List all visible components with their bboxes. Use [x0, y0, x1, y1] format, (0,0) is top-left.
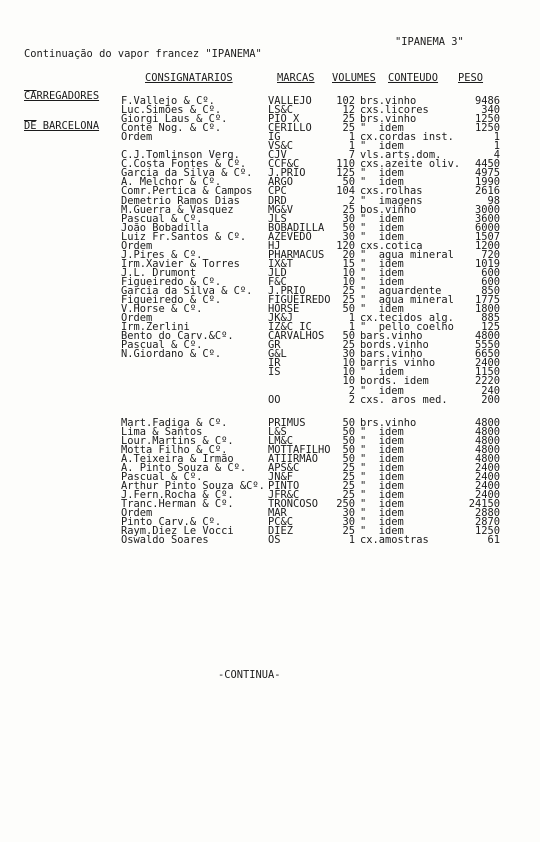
cell-peso: 4450	[474, 158, 500, 171]
cell-conteudo: " idem	[360, 275, 404, 288]
column-carregadores-line2: DE BARCELONA	[24, 120, 100, 132]
cell-conteudo: bords. idem	[360, 375, 429, 388]
cell-marca: VALLEJO	[268, 95, 312, 107]
cell-volumes: 25	[342, 479, 355, 492]
cell-marca: VS&C	[268, 140, 294, 153]
cell-conteudo: bars.vinho	[360, 348, 423, 361]
cell-conteudo: " idem	[360, 461, 404, 474]
cell-conteudo: brs.vinho	[360, 416, 417, 429]
cell-conteudo: cx.amostras	[360, 534, 429, 547]
cell-marca: IS	[268, 366, 281, 379]
cell-consignatario: Comr.Pertica & Campos	[121, 185, 253, 198]
cell-marca: APS&C	[268, 461, 300, 474]
cell-consignatario: Figueiredo & Cº.	[121, 275, 222, 288]
cell-conteudo: " agua mineral	[360, 294, 454, 307]
cell-conteudo: " idem	[360, 479, 404, 492]
cell-marca: G&L	[268, 348, 287, 361]
cell-marca: JN&F	[268, 470, 294, 483]
cell-conteudo: " idem	[360, 488, 404, 501]
cell-marca: IZ&C IC	[268, 321, 312, 334]
cell-consignatario: Tranc.Herman & Cº.	[121, 498, 234, 511]
cell-peso: 3000	[474, 203, 500, 216]
cell-conteudo: " idem	[360, 434, 404, 447]
cell-peso: 4975	[474, 167, 500, 180]
cell-marca: JLS	[268, 212, 287, 225]
cell-consignatario: C.J.Tomlinson Verg.	[121, 149, 240, 162]
cell-peso: 1019	[474, 257, 500, 270]
cell-peso: 1	[493, 131, 500, 144]
cell-consignatario: Luiz Fr.Santos & Cº.	[121, 230, 247, 243]
cell-volumes: 10	[342, 375, 355, 388]
cell-marca: CPC	[268, 185, 287, 198]
cell-consignatario: J.Fern.Rocha & Cº.	[121, 488, 234, 501]
cell-volumes: 25	[342, 339, 355, 352]
cell-volumes: 50	[342, 443, 355, 456]
cell-consignatario: Oswaldo Soares	[121, 534, 209, 547]
cell-volumes: 50	[342, 416, 355, 429]
cell-volumes: 30	[342, 507, 355, 520]
cell-conteudo: cxs.rolhas	[360, 185, 423, 198]
cell-volumes: 25	[342, 470, 355, 483]
cell-volumes: 10	[342, 357, 355, 370]
cell-consignatario: A. Melchor & Cº.	[121, 176, 222, 189]
cell-peso: 340	[481, 104, 500, 117]
cell-volumes: 1	[348, 321, 355, 334]
cell-conteudo: " idem	[360, 516, 404, 529]
cell-volumes: 2	[348, 194, 355, 207]
cell-marca: ATIIRMÃO	[268, 452, 319, 465]
cell-consignatario: Lima & Santos	[121, 425, 203, 438]
cell-marca: LS&C	[268, 104, 294, 117]
cell-consignatario: Figueiredo & Cº.	[121, 294, 222, 307]
cell-volumes: 10	[342, 266, 355, 279]
cell-consignatario: J.Pires & Cº.	[121, 248, 203, 261]
cell-peso: 1	[493, 140, 500, 153]
cell-marca: J.PRIO	[268, 167, 306, 180]
cell-conteudo: " idem	[360, 257, 404, 270]
cell-peso: 240	[481, 384, 500, 397]
cell-volumes: 1	[348, 140, 355, 153]
cell-conteudo: " idem	[360, 221, 404, 234]
cell-conteudo: " idem	[360, 443, 404, 456]
cell-volumes: 30	[342, 348, 355, 361]
cell-marca: IG	[268, 131, 281, 144]
cell-conteudo: " agua mineral	[360, 248, 454, 261]
cell-peso: 600	[481, 266, 500, 279]
table-row	[0, 375, 540, 388]
column-marcas: MARCAS	[277, 72, 315, 84]
cell-marca: CJV	[268, 149, 287, 162]
cell-peso: 1150	[474, 366, 500, 379]
cell-consignatario: Arthur Pinto Souza &Cº.	[121, 479, 265, 492]
cell-volumes: 10	[342, 275, 355, 288]
cell-conteudo: cxs.licores	[360, 104, 429, 117]
cell-peso: 2400	[474, 479, 500, 492]
column-consignatarios: CONSIGNATARIOS	[145, 72, 233, 84]
cell-peso: 2880	[474, 507, 500, 520]
cell-conteudo: " idem	[360, 167, 404, 180]
cell-marca: JK&J	[268, 312, 294, 325]
cell-peso: 1250	[474, 122, 500, 135]
cell-peso: 6000	[474, 221, 500, 234]
cell-volumes: 25	[342, 525, 355, 538]
column-conteudo: CONTEUDO	[388, 72, 439, 84]
cell-volumes: 12	[342, 104, 355, 117]
cell-volumes: 2	[348, 393, 355, 406]
cell-marca: TRONCOSO	[268, 498, 319, 511]
document-title: Continuação do vapor francez "IPANEMA"	[24, 48, 262, 60]
cell-consignatario: A. Pinto Souza & Cº.	[121, 461, 247, 474]
column-volumes: VOLUMES	[332, 72, 376, 84]
cell-conteudo: brs.vinho	[360, 113, 417, 126]
cell-conteudo: barris vinho	[360, 357, 436, 370]
cell-consignatario: Motta Filho & Cº.	[121, 443, 228, 456]
cell-peso: 2400	[474, 461, 500, 474]
cell-peso: 3600	[474, 212, 500, 225]
cell-marca: MOTTAFILHO	[268, 443, 331, 456]
cell-peso: 1250	[474, 525, 500, 538]
cell-peso: 2870	[474, 516, 500, 529]
cell-consignatario: J.L. Drumont	[121, 266, 197, 279]
cell-volumes: 25	[342, 461, 355, 474]
cell-conteudo: cxs. aros med.	[360, 393, 448, 406]
table-row	[0, 366, 540, 379]
cell-volumes: 15	[342, 257, 355, 270]
cell-conteudo: " idem	[360, 176, 404, 189]
cell-consignatario: Pascual & Cº.	[121, 212, 203, 225]
cell-marca: GR	[268, 339, 281, 352]
cell-conteudo: cx.cordas inst.	[360, 131, 454, 144]
cell-marca: BOBADILLA	[268, 221, 325, 234]
cell-marca: PINTO	[268, 479, 300, 492]
cell-peso: 1775	[474, 294, 500, 307]
cell-consignatario: Mart.Fadiga & Cº.	[121, 416, 228, 429]
cell-conteudo: " idem	[360, 212, 404, 225]
table-row	[0, 534, 540, 547]
cell-marca: OS	[268, 534, 281, 547]
cell-volumes: 50	[342, 434, 355, 447]
cargo-table	[0, 95, 540, 547]
cell-marca: PHARMACUS	[268, 248, 325, 261]
cell-consignatario: Ordem	[121, 239, 153, 252]
cell-volumes: 25	[342, 284, 355, 297]
cell-peso: 600	[481, 275, 500, 288]
cell-conteudo: " pello coelho	[360, 321, 454, 334]
cell-consignatario: Lour.Martins & Cº.	[121, 434, 234, 447]
cell-conteudo: " idem	[360, 266, 404, 279]
cell-volumes: 2	[348, 384, 355, 397]
cell-conteudo: " aguardente	[360, 284, 442, 297]
cell-peso: 2616	[474, 185, 500, 198]
cell-consignatario: Pascual & Cº.	[121, 339, 203, 352]
cell-marca: HORSE	[268, 303, 300, 316]
cell-peso: 1507	[474, 230, 500, 243]
cell-conteudo: " idem	[360, 525, 404, 538]
cell-volumes: 1	[348, 312, 355, 325]
cell-consignatario: Garcia da Silva & Cº.	[121, 167, 253, 180]
cell-peso: 200	[481, 393, 500, 406]
cell-peso: 6650	[474, 348, 500, 361]
cell-marca: LM&C	[268, 434, 294, 447]
cell-volumes: 1	[348, 534, 355, 547]
cell-consignatario: Luc.Simões & Cº.	[121, 104, 222, 117]
cell-conteudo: bos.vinho	[360, 203, 417, 216]
cell-peso: 9486	[474, 95, 500, 107]
cell-marca: MAR	[268, 507, 287, 520]
cell-peso: 24150	[468, 498, 500, 511]
cell-consignatario: Ordem	[121, 131, 153, 144]
cell-marca: CERILLO	[268, 122, 312, 135]
cell-marca: PIO X	[268, 113, 300, 126]
cell-marca: JLD	[268, 266, 287, 279]
cell-consignatario: Giorgi Laus & Cº.	[121, 113, 228, 126]
cell-consignatario: Garcia da Silva & Cº.	[121, 284, 253, 297]
cell-volumes: 7	[348, 149, 355, 162]
cell-peso: 125	[481, 321, 500, 334]
cell-marca: HJ	[268, 239, 281, 252]
cell-peso: 2400	[474, 470, 500, 483]
cell-consignatario: F.Vallejo & Cº.	[121, 95, 215, 107]
cell-conteudo: " idem	[360, 498, 404, 511]
cell-peso: 1250	[474, 113, 500, 126]
cell-consignatario: C.Costa Fontes & Cº.	[121, 158, 247, 171]
cell-marca: MG&V	[268, 203, 294, 216]
cell-peso: 2400	[474, 357, 500, 370]
cell-marca: F&C	[268, 275, 287, 288]
cell-consignatario: Raym.Diez Le Vocci	[121, 525, 234, 538]
cell-marca: ARGO	[268, 176, 294, 189]
page-reference: "IPANEMA 3"	[395, 36, 464, 48]
cell-volumes: 50	[342, 425, 355, 438]
cell-conteudo: " idem	[360, 230, 404, 243]
cell-consignatario: Ordem	[121, 507, 153, 520]
cell-peso: 1200	[474, 239, 500, 252]
column-peso: PESO	[458, 72, 484, 84]
cell-volumes: 102	[336, 95, 355, 107]
cell-volumes: 110	[336, 158, 355, 171]
table-row	[0, 395, 540, 404]
cell-consignatario: V.Horse & Cº.	[121, 303, 203, 316]
cell-peso: 4800	[474, 452, 500, 465]
cell-conteudo: " idem	[360, 384, 404, 397]
cell-peso: 4800	[474, 416, 500, 429]
cell-volumes: 120	[336, 239, 355, 252]
cell-conteudo: vls.arts.dom.	[360, 149, 442, 162]
cell-conteudo: cxs.azeite oliv.	[360, 158, 461, 171]
cell-marca: CARVALHOS	[268, 330, 325, 343]
cell-volumes: 250	[336, 498, 355, 511]
cell-volumes: 1	[348, 131, 355, 144]
cell-volumes: 30	[342, 230, 355, 243]
cell-peso: 1800	[474, 303, 500, 316]
cell-volumes: 50	[342, 221, 355, 234]
cell-consignatario: Conte Nog. & Cº.	[121, 122, 222, 135]
cell-peso: 2400	[474, 488, 500, 501]
cell-marca: OO	[268, 393, 281, 406]
cell-consignatario: A.Teixeira & Irmão	[121, 452, 234, 465]
cell-marca: CCF&C	[268, 158, 300, 171]
cell-volumes: 30	[342, 212, 355, 225]
cell-conteudo: " idem	[360, 140, 404, 153]
cell-volumes: 50	[342, 452, 355, 465]
cell-volumes: 125	[336, 167, 355, 180]
cell-consignatario: Pinto Carv.& Cº.	[121, 516, 222, 529]
cell-volumes: 10	[342, 366, 355, 379]
cell-volumes: 104	[336, 185, 355, 198]
cell-volumes: 30	[342, 516, 355, 529]
cell-consignatario: Ordem	[121, 312, 153, 325]
cell-conteudo: " idem	[360, 303, 404, 316]
cell-peso: 5550	[474, 339, 500, 352]
cell-marca: JFR&C	[268, 488, 300, 501]
cell-volumes: 25	[342, 488, 355, 501]
cell-volumes: 50	[342, 176, 355, 189]
cell-conteudo: brs.vinho	[360, 95, 417, 107]
cell-peso: 61	[487, 534, 500, 547]
cell-marca: IR	[268, 357, 281, 370]
cell-consignatario: M.Guerra & Vasquez	[121, 203, 234, 216]
cell-marca: PRIMUS	[268, 416, 306, 429]
cell-marca: FIGUEIREDO	[268, 294, 331, 307]
cell-marca: J.PRIO	[268, 284, 306, 297]
continua-footer: -CONTINUA-	[218, 669, 281, 681]
cell-peso: 4800	[474, 330, 500, 343]
cell-marca: PC&C	[268, 516, 294, 529]
cell-peso: 98	[487, 194, 500, 207]
cell-volumes: 50	[342, 330, 355, 343]
row-gap	[0, 404, 540, 418]
cell-peso: 4800	[474, 434, 500, 447]
cell-marca: DRD	[268, 194, 287, 207]
cell-conteudo: bords.vinho	[360, 339, 429, 352]
cell-peso: 4800	[474, 443, 500, 456]
cell-conteudo: bars.vinho	[360, 330, 423, 343]
cell-volumes: 50	[342, 303, 355, 316]
cell-consignatario: Demetrio Ramos Dias	[121, 194, 240, 207]
cell-peso: 720	[481, 248, 500, 261]
cell-peso: 4800	[474, 425, 500, 438]
cell-conteudo: " idem	[360, 425, 404, 438]
cell-peso: 2220	[474, 375, 500, 388]
cell-volumes: 20	[342, 248, 355, 261]
cell-conteudo: " idem	[360, 122, 404, 135]
cell-conteudo: cxs.cotica	[360, 239, 423, 252]
cell-conteudo: " idem	[360, 470, 404, 483]
cell-conteudo: " imagens	[360, 194, 423, 207]
cell-volumes: 25	[342, 203, 355, 216]
column-carregadores-line1: CARREGADORES	[24, 90, 100, 102]
cell-conteudo: cx.tecidos alg.	[360, 312, 454, 325]
cell-peso: 1990	[474, 176, 500, 189]
cell-volumes: 25	[342, 294, 355, 307]
cell-conteudo: " idem	[360, 507, 404, 520]
cell-consignatario: Irm.Xavier & Torres	[121, 257, 240, 270]
cell-marca: IX&T	[268, 257, 294, 270]
cell-marca: DIEZ	[268, 525, 294, 538]
cell-marca: L&S	[268, 425, 287, 438]
cell-peso: 850	[481, 284, 500, 297]
cell-consignatario: Pascual & Cº.	[121, 470, 203, 483]
cell-marca: AZEVEDO	[268, 230, 312, 243]
cell-consignatario: João Bobadilla	[121, 221, 209, 234]
cell-conteudo: " idem	[360, 366, 404, 379]
cell-consignatario: Irm.Zerlini	[121, 321, 190, 334]
cell-peso: 4	[493, 149, 500, 162]
cell-volumes: 25	[342, 113, 355, 126]
cell-peso: 885	[481, 312, 500, 325]
cell-conteudo: " idem	[360, 452, 404, 465]
cell-volumes: 25	[342, 122, 355, 135]
cell-consignatario: N.Giordano & Cº.	[121, 348, 222, 361]
cell-consignatario: Bento do Carv.&Cº.	[121, 330, 234, 343]
